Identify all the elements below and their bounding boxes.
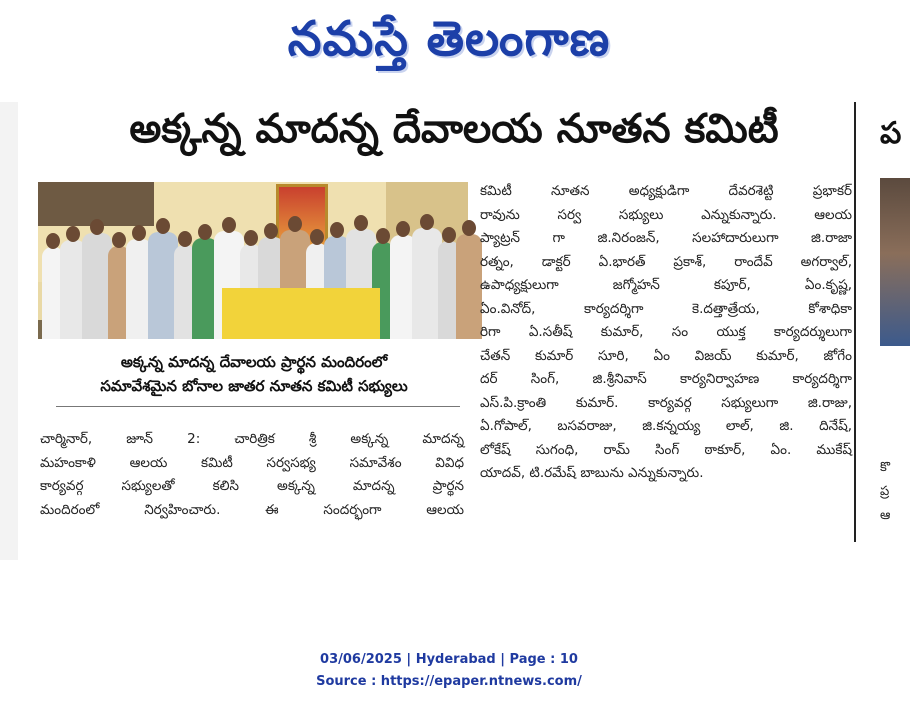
- photo-person-head: [198, 224, 212, 240]
- body-line: ప్యాట్రన్ గా జి.నిరంజన్, సలహాదారులుగా జి.రాజా: [480, 230, 852, 246]
- body-line: రిగా ఏ.సతీష్ కుమార్, సం యుక్త కార్యదర్శులుగా: [480, 324, 852, 340]
- body-line: యాదవ్, టి.రమేష్ బాబును ఎన్నుకున్నారు.: [480, 465, 704, 481]
- body-line: ఉపాధ్యక్షులుగా జగ్మోహన్ కపూర్, ఏం.కృష్ణ,: [480, 277, 852, 293]
- article-headline: అక్కన్న మాదన్న దేవాలయ నూతన కమిటీ: [129, 106, 779, 152]
- photo-person-head: [46, 233, 60, 249]
- photo-person-head: [90, 219, 104, 235]
- photo-person-head: [376, 228, 390, 244]
- column-divider: [854, 102, 856, 542]
- body-line: రావును సర్వ సభ్యులు ఎన్నుకున్నారు. ఆలయ: [480, 206, 852, 223]
- left-edge-strip: [0, 102, 19, 560]
- photo-person-head: [396, 221, 410, 237]
- photo-person: [456, 234, 482, 339]
- caption-line: సమావేశమైన బోనాల జాతర నూతన కమిటీ సభ్యులు: [100, 377, 408, 395]
- article-column-left: [40, 428, 464, 522]
- body-line: ఏం.వినోద్, కార్యదర్శిగా కె.దత్తాత్రేయ, కోశాధికా: [480, 300, 852, 317]
- photo-person-head: [442, 227, 456, 243]
- body-line: మందిరంలో నిర్వహించారు. ఈ సందర్భంగా ఆలయ: [40, 501, 464, 518]
- neighbor-text: కొ: [880, 460, 891, 475]
- photo-person-head: [462, 220, 476, 236]
- body-line: లోకేష్ సుగంధి, రామ్ సింగ్ ఠాకూర్, ఏం. ముకేష్: [480, 441, 852, 458]
- photo-person-head: [264, 223, 278, 239]
- body-line: మహంకాళి ఆలయ కమిటీ సర్వసభ్య సమావేశం వివిధ: [40, 454, 464, 471]
- photo-person-head: [330, 222, 344, 238]
- article-clipping: [18, 102, 854, 560]
- photo-person-head: [178, 231, 192, 247]
- body-line: ఏ.గోపాల్, బసవరాజు, జి.కన్నయ్య లాల్, జి. దినేష్,: [480, 418, 852, 434]
- caption-line: అక్కన్న మాదన్న దేవాలయ ప్రార్థన మందిరంలో: [120, 353, 388, 371]
- masthead-logo: నమస్తే తెలంగాణ: [287, 11, 611, 67]
- body-line: కమిటీ నూతన అధ్యక్షుడిగా దేవరశెట్టి ప్రభాకర్: [480, 183, 852, 199]
- neighbor-headline: ప: [880, 116, 902, 151]
- neighbor-text: ఆ: [880, 508, 891, 523]
- body-line: చేతన్ కుమార్ సూరి, ఏం విజయ్ కుమార్, జోగేం: [480, 347, 852, 364]
- article-column-right: [480, 180, 852, 486]
- photo-person-head: [112, 232, 126, 248]
- footer-date-edition: 03/06/2025 | Hyderabad | Page : 10: [320, 652, 578, 667]
- body-line: రత్నం, డాక్టర్ ఏ.భారత్ ప్రకాశ్, రాందేవ్ అగర్వాల్,: [480, 253, 852, 270]
- caption-divider: [56, 406, 460, 407]
- neighbor-photo: [880, 178, 910, 346]
- masthead: [0, 0, 898, 78]
- photo-person-head: [132, 225, 146, 241]
- photo-person-head: [244, 230, 258, 246]
- body-line: కార్యవర్గ సభ్యులతో కలిసి అక్కన్న మాదన్న ప్రార్థన: [40, 478, 464, 494]
- article-photo: [38, 182, 468, 339]
- body-line: చార్మినార్, జూన్ 2: చారిత్రిక శ్రీ అక్కన్న మాదన్న: [40, 431, 464, 447]
- photo-person-head: [222, 217, 236, 233]
- photo-person-head: [354, 215, 368, 231]
- body-line: దర్ సింగ్, జి.శ్రీనివాస్ కార్యనిర్వాహణ కార్యదర్శిగా: [480, 371, 852, 387]
- neighbor-text: ప్ర: [880, 484, 890, 499]
- photo-caption: [48, 350, 460, 398]
- photo-person-head: [288, 216, 302, 232]
- body-line: ఎస్.పి.క్రాంతి కుమార్. కార్యవర్గ సభ్యులుగా జి.రాజు,: [480, 394, 852, 411]
- photo-yellow-table: [222, 288, 380, 339]
- photo-person-head: [156, 218, 170, 234]
- photo-person-head: [420, 214, 434, 230]
- footer-source: Source : https://epaper.ntnews.com/: [316, 674, 582, 689]
- photo-person-head: [310, 229, 324, 245]
- neighbor-article-clip: [862, 102, 902, 542]
- photo-person-head: [66, 226, 80, 242]
- page-footer: [0, 649, 898, 693]
